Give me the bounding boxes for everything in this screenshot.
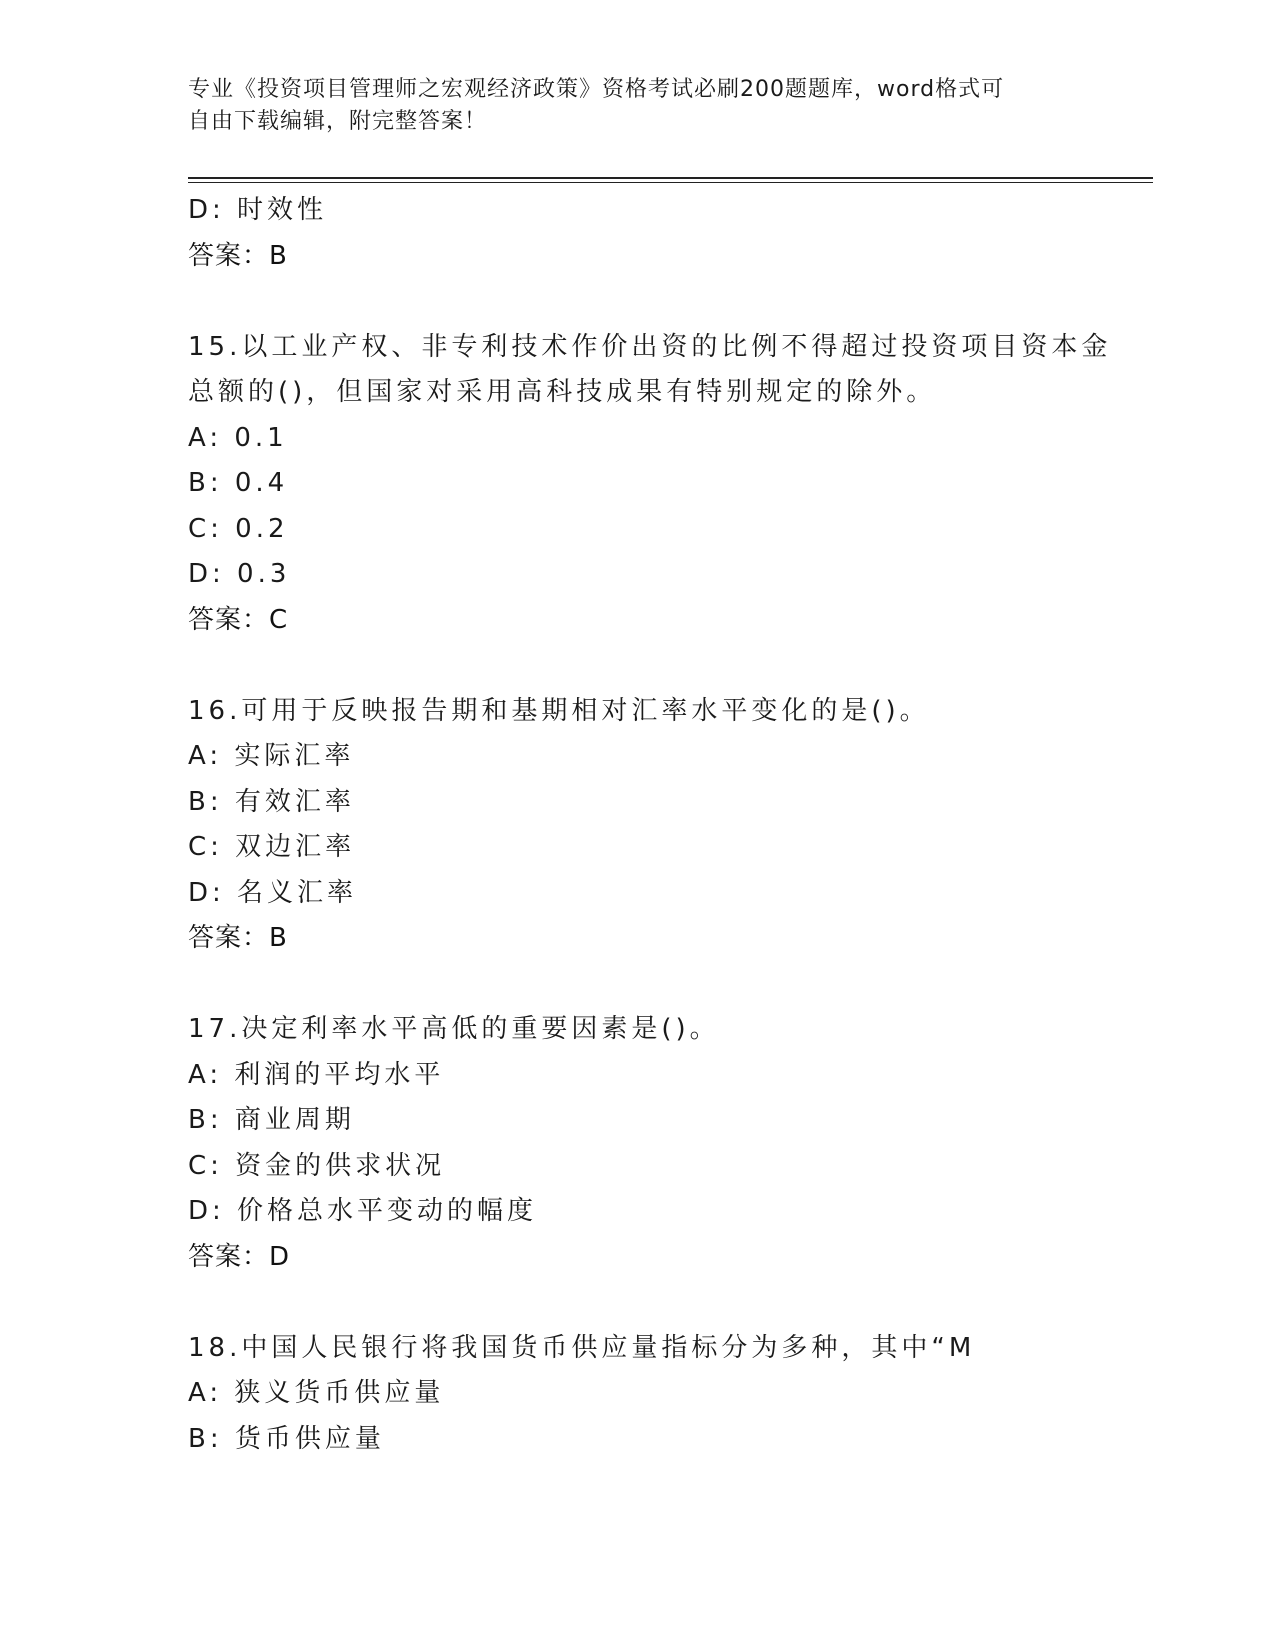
question-text-line-2: 总额的()，但国家对采用高科技成果有特别规定的除外。 (188, 377, 937, 407)
option-d: D: 0.3 (188, 559, 291, 589)
option-c: C: 双边汇率 (188, 832, 356, 862)
header-divider-thin (188, 182, 1153, 183)
option-a: A: 利润的平均水平 (188, 1059, 445, 1090)
option-c: C: 资金的供求状况 (188, 1150, 446, 1181)
answer-label: 答案：D (188, 1241, 291, 1272)
option-a: A: 0.1 (188, 422, 288, 453)
question-15 (188, 325, 1112, 644)
option-d: D: 时效性 (188, 195, 328, 225)
option-c: C: 0.2 (188, 513, 289, 544)
question-text-line-1: 18.中国人民银行将我国货币供应量指标分为多种，其中“M (188, 1332, 976, 1363)
carryover-block (188, 188, 1088, 279)
option-b: B: 商业周期 (188, 1105, 355, 1135)
answer-label: 答案：B (188, 923, 288, 953)
header-title-line-1: 专业《投资项目管理师之宏观经济政策》资格考试必刷200题题库，word格式可 (188, 77, 1005, 102)
header-divider-thick (188, 177, 1153, 179)
option-b: B: 货币供应量 (188, 1423, 385, 1454)
question-16 (188, 689, 1088, 962)
option-d: D: 价格总水平变动的幅度 (188, 1196, 538, 1226)
option-b: B: 0.4 (188, 468, 289, 498)
spacer (188, 1280, 1088, 1326)
answer-label: 答案：B (188, 240, 288, 271)
option-a: A: 狭义货币供应量 (188, 1378, 445, 1408)
option-d: D: 名义汇率 (188, 877, 358, 908)
question-text-line-1: 17.决定利率水平高低的重要因素是()。 (188, 1014, 720, 1044)
question-text-line-1: 16.可用于反映报告期和基期相对汇率水平变化的是()。 (188, 695, 930, 726)
spacer (188, 279, 1088, 325)
document-header (188, 74, 1088, 138)
header-title-line-2: 自由下载编辑，附完整答案！ (188, 109, 488, 134)
spacer (188, 962, 1088, 1008)
question-text-line-1: 15.以工业产权、非专利技术作价出资的比例不得超过投资项目资本金 (188, 331, 1112, 362)
option-b: B: 有效汇率 (188, 786, 355, 817)
answer-label: 答案：C (188, 604, 289, 635)
question-17 (188, 1007, 1088, 1280)
question-18 (188, 1326, 1088, 1463)
question-list (188, 188, 1112, 1462)
spacer (188, 643, 1088, 689)
option-a: A: 实际汇率 (188, 741, 355, 771)
